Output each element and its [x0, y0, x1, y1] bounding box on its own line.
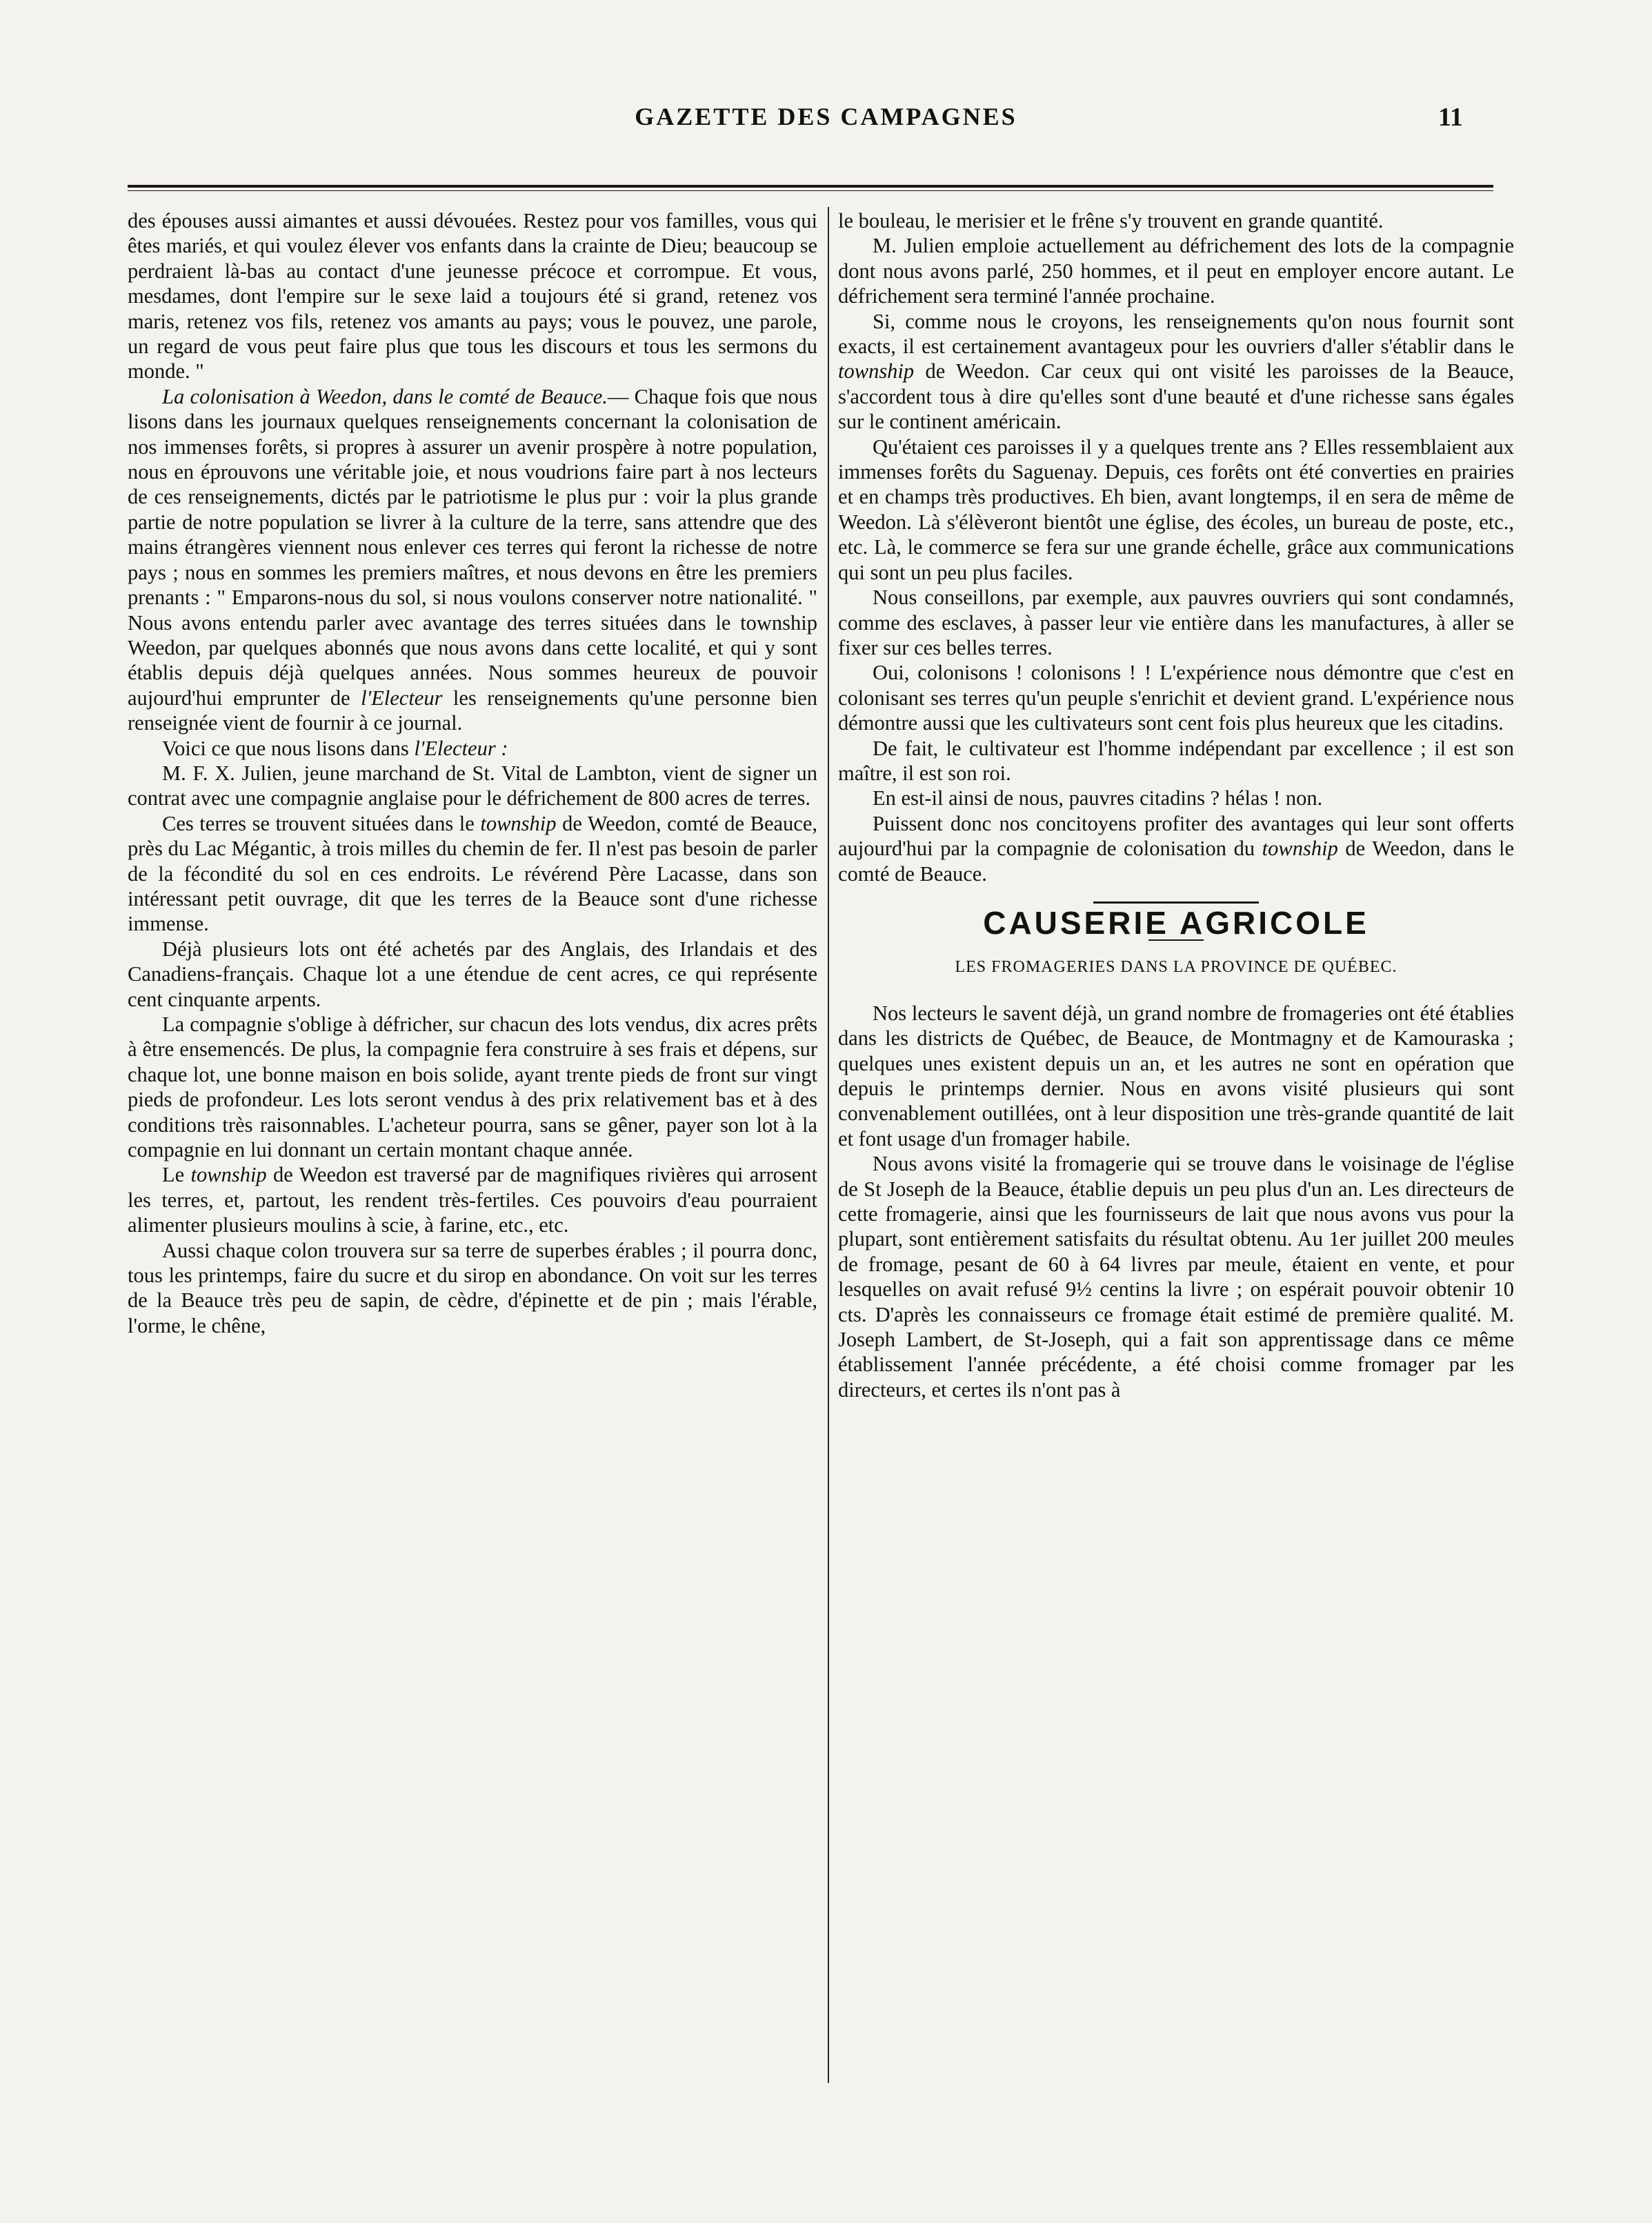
paragraph: Le township de Weedon est traversé par de magnifiques rivières qui arrosent les terres, et, partout, les rendent très-fertiles. Ces pouvoirs d'eau pourraient alimenter plusieurs moulins à scie, à farine, etc., etc. — [128, 1163, 817, 1237]
paragraph: M. F. X. Julien, jeune marchand de St. Vital de Lambton, vient de signer un contrat avec une compagnie anglaise pour le défrichement de 800 acres de terres. — [128, 761, 817, 810]
paragraph: Puissent donc nos concitoyens profiter des avantages qui leur sont offerts aujourd'hui par la compagnie de colonisation du township de Weedon, dans le comté de Beauce. — [838, 811, 1515, 886]
paragraph: Qu'étaient ces paroisses il y a quelques trente ans ? Elles ressemblaient aux immenses forêts du Saguenay. Depuis, ces forêts ont été converties en prairies et en champs très productives. Eh bien, avant longtemps, il en sera de même de Weedon. Là s'élèveront bientôt une église, des écoles, un bureau de poste, etc., etc. Là, le commerce se fera sur une grande échelle, grâce aux communications qui sont un peu plus faciles. — [838, 435, 1514, 584]
paragraph: De fait, le cultivateur est l'homme indépendant par excellence ; il est son maître, il est son roi. — [838, 736, 1514, 785]
paragraph: En est-il ainsi de nous, pauvres citadins ? hélas ! non. — [873, 786, 1323, 810]
right-column — [838, 208, 1514, 1402]
section-divider — [1093, 901, 1259, 904]
paragraph: La colonisation à Weedon, dans le comté de Beauce.— Chaque fois que nous lisons dans les journaux quelques renseignements concernant la colonisation de nos immenses forêts, si propres à assurer un avenir prospère à notre population, nous en éprouvons une véritable joie, et nous voudrions faire part à nos lecteurs de ces renseignements, dictés par le patriotisme le plus pur : voir la plus grande partie de notre population se livrer à la culture de la terre, sans attendre que des mains étrangères viennent nous enlever ces terres qui feront la richesse de notre pays ; nous en sommes les premiers maîtres, et nous devons en être les premiers prenants : " Emparons-nous du sol, si nous voulons conserver notre nationalité. " Nous avons entendu parler avec avantage des terres situées dans le township Weedon, par quelques abonnés que nous avons dans cette localité, et qui y sont établis depuis déjà quelques années. Nous sommes heureux de pouvoir aujourd'hui emprunter de l'Electeur les renseignements qu'une personne bien renseignée vient de fournir à ce journal. — [128, 384, 817, 735]
left-column — [128, 208, 817, 1338]
paragraph: La compagnie s'oblige à défricher, sur chacun des lots vendus, dix acres prêts à être ensemencés. De plus, la compagnie fera construire à ses frais et dépens, sur chaque lot, une bonne maison en bois solide, ayant trente pieds de front sur vingt pieds de profondeur. Les lots seront vendus à des prix relativement bas et à des conditions très raisonnables. L'acheteur pourra, sans se gêner, payer son lot à la compagnie en lui donnant un certain montant chaque année. — [128, 1013, 817, 1162]
column-separator — [828, 207, 829, 2083]
paragraph: Si, comme nous le croyons, les renseignements qu'on nous fournit sont exacts, il est certainement avantageux pour les ouvriers d'aller s'établir dans le township de Weedon. Car ceux qui ont visité les paroisses de la Beauce, s'accordent tous à dire qu'elles sont d'une beauté et d'une richesse sans égales sur le continent américain. — [838, 309, 1514, 434]
paragraph: Oui, colonisons ! colonisons ! ! L'expérience nous démontre que c'est en colonisant ses terres qu'un peuple s'enrichit et devient grand. L'expérience nous démontre aussi que les cultivateurs sont cent fois plus heureux que les citadins. — [838, 661, 1514, 735]
page-number: 11 — [1438, 103, 1463, 132]
paragraph: des épouses aussi aimantes et aussi dévouées. Restez pour vos familles, vous qui êtes mariés, et qui voulez élever vos enfants dans la crainte de Dieu; beaucoup se perdraient là-bas au contact d'une jeunesse précoce et corrompue. Et vous, mesdames, dont l'empire sur le sexe laid a toujours été si grand, retenez vos maris, retenez vos fils, retenez vos amants au pays; vous le pouvez, une parole, un regard de vous peut faire plus que tous les discours et tous les sermons du monde. " — [128, 209, 817, 383]
article-title: La colonisation à Weedon, dans le comté de Beauce. — [162, 384, 608, 408]
paragraph: Aussi chaque colon trouvera sur sa terre de superbes érables ; il pourra donc, tous les printemps, faire du sucre et du sirop en abondance. On voit sur les terres de la Beauce très peu de sapin, de cèdre, d'épinette et de pin ; mais l'érable, l'orme, le chêne, — [128, 1238, 817, 1337]
paragraph: Voici ce que nous lisons dans l'Electeur : — [162, 736, 508, 760]
paragraph: Nos lecteurs le savent déjà, un grand nombre de fromageries ont été établies dans les districts de Québec, de Beauce, de Montmagny et de Kamouraska ; quelques unes existent depuis un an, et les autres ne sont en opération que depuis le printemps dernier. Nous en avons visité plusieurs qui sont convenablement outillées, ont à leur disposition une très-grande quantité de lait et font usage d'un fromager habile. — [838, 1001, 1514, 1150]
section-subtitle: LES FROMAGERIES DANS LA PROVINCE DE QUÉBEC. — [955, 958, 1397, 977]
section-title: CAUSERIE AGRICOLE — [983, 904, 1369, 941]
paragraph: Ces terres se trouvent situées dans le township de Weedon, comté de Beauce, près du Lac Mégantic, à trois milles du chemin de fer. Il n'est pas besoin de parler de la fécondité du sol en ces endroits. Le révérend Père Lacasse, dans son intéressant petit ouvrage, dit que les terres de la Beauce sont d'une richesse immense. — [128, 811, 817, 936]
paragraph: le bouleau, le merisier et le frêne s'y trouvent en grande quantité. — [838, 209, 1384, 232]
header-rule-thin — [128, 190, 1493, 191]
page-header-title: GAZETTE DES CAMPAGNES — [635, 103, 1017, 130]
header-rule — [128, 185, 1493, 188]
paragraph: Nous conseillons, par exemple, aux pauvres ouvriers qui sont condamnés, comme des esclaves, à passer leur vie entière dans les manufactures, à aller se fixer sur ces belles terres. — [838, 586, 1514, 659]
paragraph: M. Julien emploie actuellement au défrichement des lots de la compagnie dont nous avons parlé, 250 hommes, et il peut en employer encore autant. Le défrichement sera terminé l'année prochaine. — [838, 234, 1514, 308]
paragraph: Nous avons visité la fromagerie qui se trouve dans le voisinage de l'église de St Joseph de la Beauce, établie depuis un peu plus d'un an. Les directeurs de cette fromagerie, ainsi que les fournisseurs de lait que nous avons vus pour la plupart, sont entièrement satisfaits du résultat obtenu. Au 1er juillet 200 meules de fromage, pesant de 60 à 64 livres par meule, étaient en vente, et pour lesquelles on avait refusé 9½ centins la livre ; on espérait pouvoir obtenir 10 cts. D'après les connaisseurs ce fromage était estimé de première qualité. M. Joseph Lambert, de St-Joseph, qui a fait son apprentissage dans ce même établissement l'année précédente, a été choisi comme fromager par les directeurs, et certes ils n'ont pas à — [838, 1152, 1514, 1402]
paragraph: Déjà plusieurs lots ont été achetés par des Anglais, des Irlandais et des Canadiens-français. Chaque lot a une étendue de cent acres, ce qui représente cent cinquante arpents. — [128, 937, 817, 1011]
